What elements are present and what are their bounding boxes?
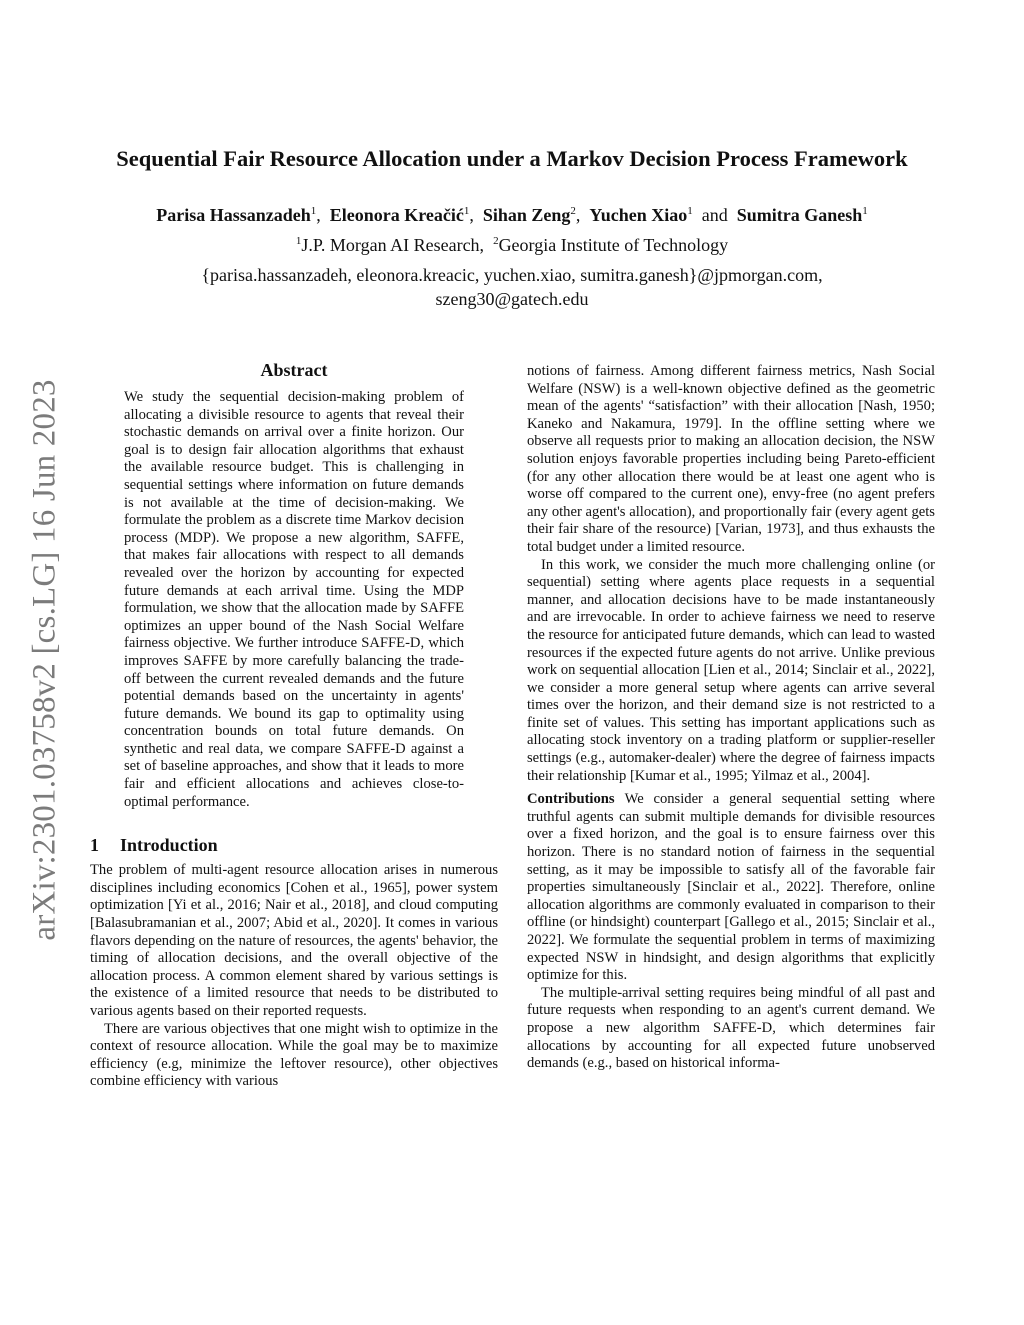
email-line: szeng30@gatech.edu: [435, 289, 589, 309]
author-conjunction: and: [701, 205, 728, 225]
author-affiliation-mark: 1: [310, 205, 317, 217]
author-emails: [0, 263, 1024, 311]
affiliation-name: Georgia Institute of Technology: [498, 235, 729, 255]
affiliation-name: J.P. Morgan AI Research,: [301, 235, 485, 255]
section-number: 1: [90, 835, 99, 856]
author-name: Sumitra Ganesh: [736, 205, 863, 225]
author-name: Eleonora Kreačić: [329, 205, 464, 225]
section-title: Introduction: [120, 835, 218, 856]
paper-title: Sequential Fair Resource Allocation under a Markov Decision Process Framework: [116, 146, 908, 171]
paragraph-text: We consider a general sequential setting where truthful agents can submit multiple demands for divisible resources over a fixed horizon, and the goal is to ensure fairness over this horizon. There is no standard notion of fairness in the sequential setting, as it may be impossible to satisfy all of the favorable fair properties simultaneously [Sinclair et al., 2022]. Therefore, online allocation algorithms are commonly evaluated in comparison to their offline (or hindsight) counterpart [Gallego et al., 2015; Sinclair et al., 2022]. We formulate the sequential problem in terms of maximizing expected NSW in hindsight, and design algorithms that explicitly optimize for this.: [527, 791, 935, 984]
author-affiliation-mark: 2: [570, 205, 576, 217]
affiliation-mark: 1: [295, 235, 302, 247]
paragraph: There are various objectives that one might wish to optimize in the context of resource allocation. While the goal may be to maximize efficiency (e.g, minimize the leftover resource), other objectives combine efficiency with various: [90, 1020, 498, 1090]
affiliations: [0, 235, 1024, 256]
email-line: {parisa.hassanzadeh, eleonora.kreacic, yuchen.xiao, sumitra.ganesh}@jpmorgan.com,: [201, 265, 823, 285]
paragraph: The problem of multi-agent resource allocation arises in numerous disciplines including economics [Cohen et al., 1965], power system optimization [Yi et al., 2016; Nair et al., 2018], and cloud computing [Balasubramanian et al., 2007; Abid et al., 2020]. It comes in various flavors depending on the nature of resources, the agents' behavior, the timing of allocation decisions, and the overall objective of the allocation process. A common element shared by various settings is the existence of a limited resource that needs to be distributed to various agents based on their reported requests.: [90, 862, 498, 1019]
author-name: Parisa Hassanzadeh: [156, 205, 311, 225]
left-column: [90, 360, 498, 1091]
author-list: Parisa Hassanzadeh$^1$, Eleonora Kreačić$^1$, Sihan Zeng$^2$, Yuchen Xiao$^1$ and Sumitra Ganesh$^1$: [156, 205, 868, 225]
author-affiliation-mark: 1: [463, 205, 470, 217]
author-affiliation-mark: 1: [687, 205, 693, 217]
contributions-label: Contributions: [527, 791, 615, 808]
right-column: [527, 363, 935, 1073]
affiliation-mark: 2: [493, 235, 499, 247]
author-name: Sihan Zeng: [482, 205, 571, 225]
paragraph: The multiple-arrival setting requires being mindful of all past and future requests when responding to an agent's current demand. We propose a new algorithm SAFFE-D, which determines fair allocations by accounting for all expected future unobserved demands (e.g., based on historical informa-: [527, 984, 935, 1072]
paragraph: notions of fairness. Among different fairness metrics, Nash Social Welfare (NSW) is a well-known objective defined as the geometric mean of the agents' “satisfaction” with their allocation [Nash, 1950; Kaneko and Nakamura, 1979]. In the offline setting where we observe all requests prior to making an allocation decision, the NSW solution enjoys favorable properties including being Pareto-efficient (for any other allocation there would be at least one agent who is worse off compared to the current one), envy-free (no agent prefers any other agent's allocation), and proportionally fair (every agent gets their fair share of the resource) [Varian, 1973], and thus exhausts the total budget under a limited resource.: [527, 363, 935, 555]
contributions-paragraph: [527, 791, 935, 985]
author-affiliation-mark: 1: [862, 205, 868, 217]
paragraph: In this work, we consider the much more challenging online (or sequential) setting where agents place requests in a sequential manner, and allocation decisions have to be made instantaneously and are irrevocable. In order to achieve fairness we need to reserve the resource for anticipated future demands, which can lead to wasted resources if the expected future agents do not arrive. Unlike previous work on sequential allocation [Lien et al., 2014; Sinclair et al., 2022], we consider a more general setup where agents can arrive several times over the horizon, and their demand size is not restricted to a finite set of values. This setting has important applications such as allocating stock inventory on a trading platform or supplier-reseller settings (e.g., automaker-dealer) where the degree of fairness impacts their relationship [Kumar et al., 1995; Yilmaz et al., 2004].: [527, 556, 935, 784]
abstract-heading: Abstract: [260, 360, 328, 380]
section-heading: [90, 835, 498, 856]
arxiv-identifier: arXiv:2301.03758v2 [cs.LG] 16 Jun 2023: [26, 379, 63, 941]
author-name: Yuchen Xiao: [589, 205, 688, 225]
abstract-text: We study the sequential decision-making problem of allocating a divisible resource to agents that reveal their stochastic demands on arrival over a finite horizon. Our goal is to design fair allocation algorithms that exhaust the available resource budget. This is challenging in sequential settings where information on future demands is not available at the time of decision-making. We formulate the problem as a discrete time Markov decision process (MDP). We propose a new algorithm, SAFFE, that makes fair allocations with respect to all demands revealed over the horizon by accounting for expected future demands at each arrival time. Using the MDP formulation, we show that the allocation made by SAFFE optimizes an upper bound of the Nash Social Welfare fairness objective. We further introduce SAFFE-D, which improves SAFFE by more carefully balancing the trade-off between the current revealed demands and the future potential demands based on the uncertainty in agents' future demands. We bound its gap to optimality using concentration bounds on total future demands. On synthetic and real data, we compare SAFFE-D against a set of baseline approaches, and show that it leads to more fair and efficient allocations and achieves close-to-optimal performance.: [124, 389, 464, 810]
